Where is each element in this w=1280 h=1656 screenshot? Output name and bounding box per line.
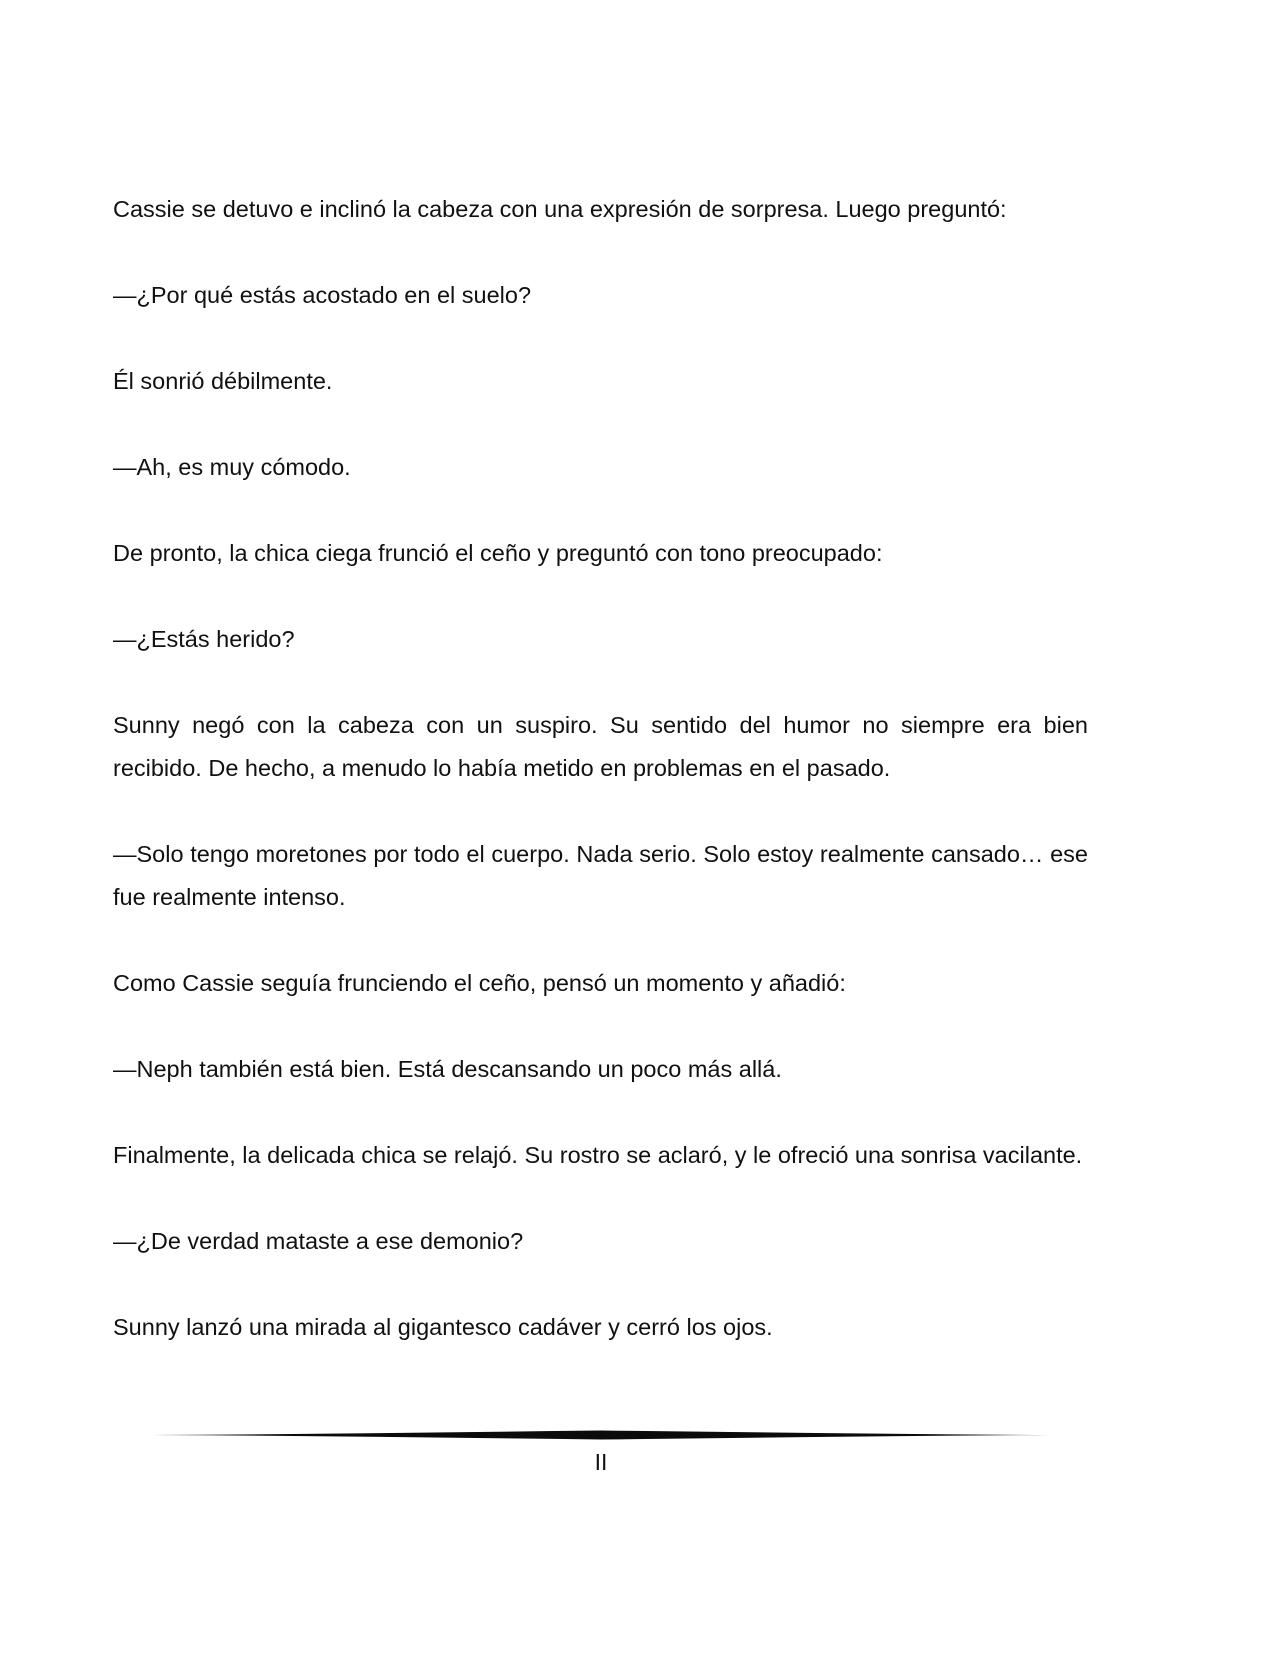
body-text — [113, 188, 1088, 1392]
paragraph-8: —Solo tengo moretones por todo el cuerpo. Nada serio. Solo estoy realmente cansado… ese fue realmente intenso. — [113, 841, 1088, 910]
paragraph-10: —Neph también está bien. Está descansando un poco más allá. — [113, 1056, 782, 1082]
paragraph-13: Sunny lanzó una mirada al gigantesco cadáver y cerró los ojos. — [113, 1314, 773, 1340]
paragraph-5: De pronto, la chica ciega frunció el ceño y preguntó con tono preocupado: — [113, 540, 883, 566]
page-number: II — [594, 1449, 608, 1475]
paragraph-1: Cassie se detuvo e inclinó la cabeza con una expresión de sorpresa. Luego preguntó: — [113, 196, 1007, 222]
paragraph-11: Finalmente, la delicada chica se relajó. Su rostro se aclaró, y le ofreció una sonrisa vacilante. — [113, 1142, 1083, 1168]
paragraph-6: —¿Estás herido? — [113, 626, 295, 652]
paragraph-3: Él sonrió débilmente. — [113, 368, 333, 394]
paragraph-4: —Ah, es muy cómodo. — [113, 454, 351, 480]
paragraph-12: —¿De verdad mataste a ese demonio? — [113, 1228, 524, 1254]
section-divider — [152, 1430, 1050, 1440]
paragraph-2: —¿Por qué estás acostado en el suelo? — [113, 282, 532, 308]
paragraph-7: Sunny negó con la cabeza con un suspiro. Su sentido del humor no siempre era bien recibido. De hecho, a menudo lo había metido en problemas en el pasado. — [113, 712, 1088, 781]
paragraph-9: Como Cassie seguía frunciendo el ceño, pensó un momento y añadió: — [113, 970, 846, 996]
